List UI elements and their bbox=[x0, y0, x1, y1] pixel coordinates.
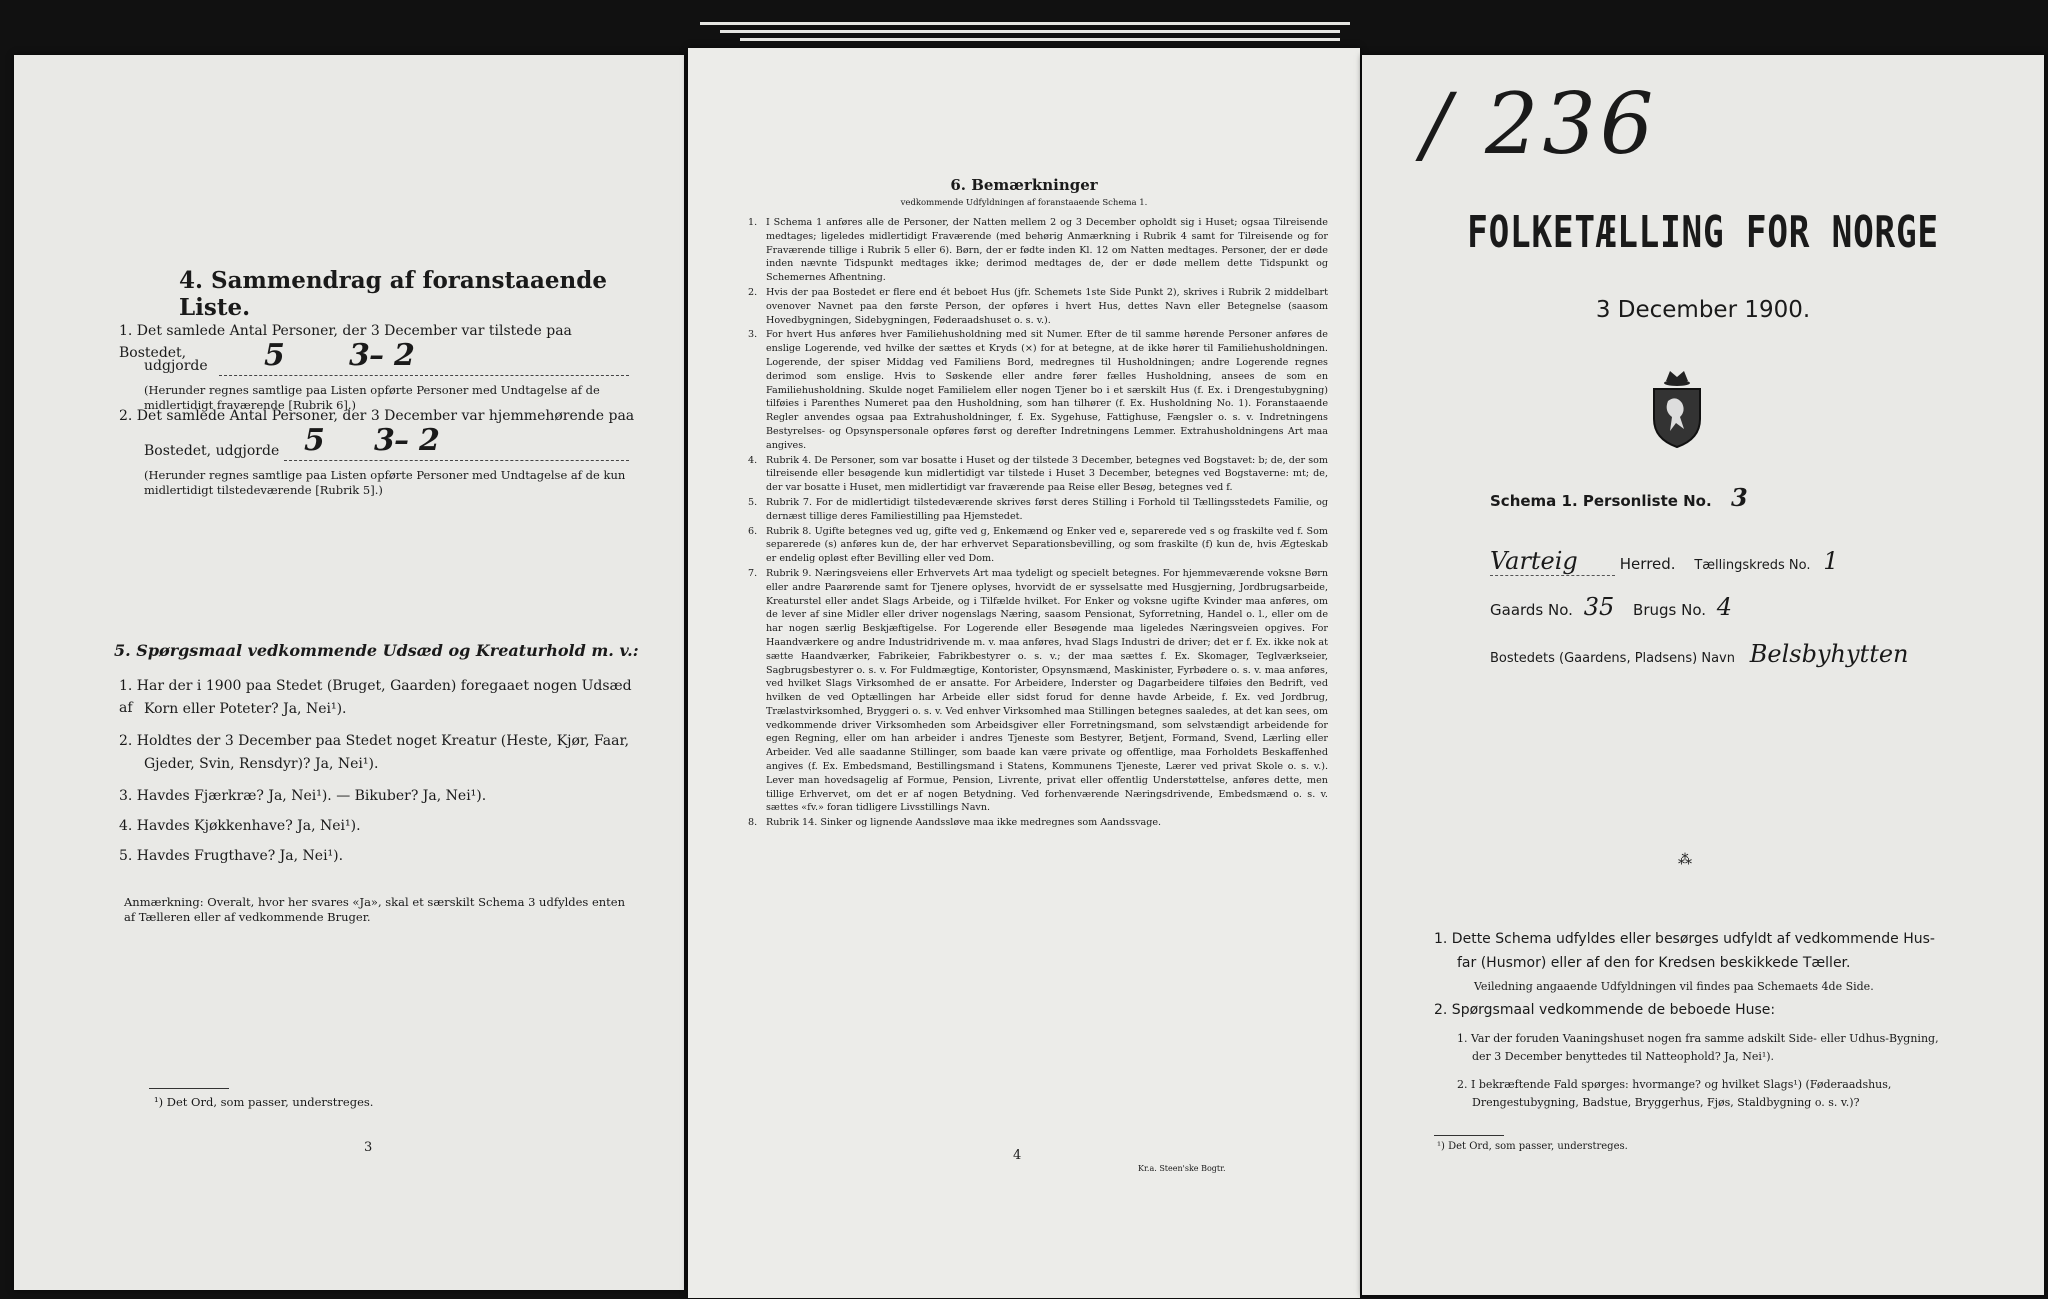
remarks-list bbox=[748, 216, 1328, 831]
right-page bbox=[1362, 55, 2044, 1295]
instruction-1a: 1. Dette Schema udfyldes eller besørges udfyldt af vedkommende Hus- bbox=[1434, 931, 1935, 947]
list-item: 6. Rubrik 8. Ugifte betegnes ved ug, gifte ved g, Enkemænd og Enker ved e, separerede ved s og fraskilte ved f. Som separerede (s) anføres kun de, der har erhvervet Separationsbevilling, og som fraskilte (f) kun de, hvis Ægteskab er endelig opløst efter Bevilling eller ved Dom. bbox=[748, 525, 1328, 565]
instruction-1c: Veiledning angaaende Udfyldningen vil findes paa Schemaets 4de Side. bbox=[1474, 980, 1874, 993]
remarks-subtitle: vedkommende Udfyldningen af foranstaaende Schema 1. bbox=[900, 198, 1148, 208]
census-date: 3 December 1900. bbox=[1595, 297, 1811, 323]
q1-note: (Herunder regnes samtlige paa Listen opførte Personer med Undtagelse af de midlertidigt fraværende [Rubrik 6].) bbox=[144, 383, 600, 412]
q5-line-7: 5. Havdes Frugthave? Ja, Nei¹). bbox=[119, 848, 344, 864]
schema-number: 3 bbox=[1730, 483, 1748, 512]
q1-prefix: udgjorde bbox=[144, 358, 208, 374]
section-5-title: 5. Spørgsmaal vedkommende Udsæd og Kreaturhold m. v.: bbox=[114, 641, 639, 660]
q2-dotted-line bbox=[284, 460, 629, 462]
paper-edge bbox=[740, 38, 1340, 41]
q1-line: 1. Det samlede Antal Personer, der 3 December var tilstede paa Bostedet, bbox=[119, 323, 572, 361]
q1-dotted-line bbox=[219, 375, 629, 377]
q2-line: 2. Det samlede Antal Personer, der 3 December var hjemmehørende paa bbox=[119, 408, 635, 424]
q2-prefix: Bostedet, udgjorde bbox=[144, 443, 280, 459]
coat-of-arms-icon bbox=[1648, 367, 1706, 449]
q5-line-4: Gjeder, Svin, Rensdyr)? Ja, Nei¹). bbox=[144, 756, 379, 772]
footnote-rule bbox=[1434, 1135, 1504, 1136]
q5-line-2: Korn eller Poteter? Ja, Nei¹). bbox=[144, 701, 347, 717]
q5-line-1: 1. Har der i 1900 paa Stedet (Bruget, Gaarden) foregaaet nogen Udsæd af bbox=[119, 678, 632, 716]
list-item: 7. Rubrik 9. Næringsveiens eller Erhvervets Art maa tydeligt og specielt betegnes. For hjemmeværende voksne Børn eller andre Paarørende samt for Tjenere oplyses, hvorvidt de er sysselsatte med Husgjerning, Jordbrugsarbeide, Kreaturstel eller andet Slags Arbeide, og i Tilfælde hvilket. For Enker og voksne ugifte Kvinder maa anføres, om de lever af sine Midler eller driver nogenslags Næring, saasom Pensionat, Syforretning, Handel o. l., eller om de har nogen særlig Beskjæftigelse. For Logerende eller Besøgende maa ligeledes Næringsveien opgives. For Haandværkere og andre Industridrivende m. v. maa anføres, hvad Slags Industri de driver; det er f. Ex. ikke nok at sætte Haandværker, Fabrikeier, Fabrikbestyrer o. s. v.; der maa sættes f. Ex. Skomager, Teglværkseier, Sagbrugsbestyrer o. s. v. For Fuldmægtige, Kontorister, Opsynsmænd, Maskinister, Fyrbødere o. s. v. maa anføres, ved hvilket Slags Virksomhed de er ansatte. For Arbeidere, Inderster og Dagarbeidere tilføies den Bedrift, ved hvilken de ved Optællingen har Arbeide eller sidst forud for denne havde Arbeide, f. Ex. ved Jordbrug, Trælastvirksomhed, Bryggeri o. s. v. Ved enhver Virksomhed maa Stillingen betegnes saaledes, at det kan sees, om vedkommende driver Virksomheden som Arbeidsgiver eller Forretningsmand, som selvstændigt arbeidende for egen Regning, eller om han arbeider i andres Tjeneste som Bestyrer, Betjent, Formand, Svend, Lærling eller Arbeider. Ved alle saadanne Stillinger, som baade kan være private og offentlige, maa Forholdets Beskaffenhed angives (f. Ex. Embedsmand, Bestillingsmand i Statens, Kommunens Tjeneste, Lærer ved privat Skole o. s. v.). Lever man hovedsagelig af Formue, Pension, Livrente, privat eller offentlig Understøttelse, anføres dette, men tillige Erhvervet, om det er af nogen Betydning. Ved forhenværende Næringsdrivende, Embedsmænd o. s. v. sættes «fv.» foran tidligere Livsstillings Navn. bbox=[748, 567, 1328, 814]
list-item: 5. Rubrik 7. For de midlertidigt tilstedeværende skrives først deres Stilling i Forhold til Tællingsstedets Familie, og dernæst tillige deres Familiestilling paa Hjemstedet. bbox=[748, 496, 1328, 522]
q5-line-3: 2. Holdtes der 3 December paa Stedet noget Kreatur (Heste, Kjør, Faar, bbox=[119, 733, 630, 749]
list-item: 2. Hvis der paa Bostedet er flere end ét beboet Hus (jfr. Schemets 1ste Side Punkt 2), skrives i Rubrik 2 middelbart ovenover Navnet paa den første Person, der opføres i hvert Hus, dettes Navn eller Betegnelse (saasom Hovedbygningen, Sidebygningen, Føderaadshuset o. s. v.). bbox=[748, 286, 1328, 326]
footnote: ¹) Det Ord, som passer, understreges. bbox=[154, 1095, 374, 1109]
herred-value: Varteig bbox=[1490, 547, 1615, 576]
q1-value-women: 2 bbox=[394, 338, 415, 373]
instruction-2-2b: Drengestubygning, Badstue, Bryggerhus, Fjøs, Staldbygning o. s. v.)? bbox=[1472, 1096, 1860, 1109]
q2-value-total: 5 bbox=[304, 423, 325, 458]
list-item: 3. For hvert Hus anføres hver Familiehusholdning med sit Numer. Efter de til samme hørende Personer anføres de enslige Logerende, ved hvilke der sættes et Kryds (×) for at betegne, at de ikke hører til Familiehusholdningen. Logerende, der spiser Middag ved Familiens Bord, medregnes til Husholdningen; andre Logerende regnes derimod som enslige. Hvis to Søskende eller andre fører fælles Husholdning, ansees de som en Familiehusholdning. Skulde noget Familielem eller nogen Tjener bo i et særskilt Hus (f. Ex. i Drengestubygning) tilføies i Parenthes Numeret paa den Husholdning, som han tilhører (f. Ex. Husholdning No. 1). Foranstaaende Regler anvendes ogsaa paa Extrahusholdninger, f. Ex. Sygehuse, Fattighuse, Fængsler o. s. v. Indretningens Bestyrelses- og Opsynspersonale opføres først og derefter Indretningens Lemmer. Extrahusholdningens Art maa angives. bbox=[748, 329, 1328, 451]
q2-note: (Herunder regnes samtlige paa Listen opførte Personer med Undtagelse af de kun midlertidigt tilstedeværende [Rubrik 5].) bbox=[144, 468, 626, 497]
middle-page bbox=[688, 48, 1360, 1298]
list-item: 1. I Schema 1 anføres alle de Personer, der Natten mellem 2 og 3 December opholdt sig i Huset; ogsaa Tilreisende medtages; ligeledes midlertidigt Fraværende (med behørig Anmærkning i Rubrik 4 samt for Tilreisende og for Fraværende tillige i Rubrik 5 eller 6). Børn, der er fødte inden Kl. 12 om Natten medtages. Personer, der er døde inden nævnte Tidspunkt medtages ikke; derimod medtages de, der er døde mellem dette Tidspunkt og Schemernes Afhentning. bbox=[748, 217, 1328, 284]
page-number-middle: 4 bbox=[1013, 1148, 1022, 1163]
handwritten-number: / 236 bbox=[1422, 75, 1658, 173]
section-4-title: 4. Sammendrag af foranstaaende Liste. bbox=[179, 267, 607, 321]
page-title: FOLKETÆLLING FOR NORGE bbox=[1467, 207, 1939, 258]
footnote-rule bbox=[149, 1088, 229, 1089]
q5-line-5: 3. Havdes Fjærkræ? Ja, Nei¹). — Bikuber? Ja, Nei¹). bbox=[119, 788, 487, 804]
paper-edge bbox=[720, 30, 1340, 33]
q2-value-dash: – bbox=[394, 423, 409, 458]
q1-value-total: 5 bbox=[264, 338, 285, 373]
brugs-number: 4 bbox=[1716, 593, 1733, 621]
instruction-2-1b: der 3 December benyttedes til Natteophold? Ja, Nei¹). bbox=[1472, 1050, 1775, 1063]
footnote: ¹) Det Ord, som passer, understreges. bbox=[1437, 1141, 1628, 1152]
bosted-line: Bostedets (Gaardens, Pladsens) Navn Belsbyhytten bbox=[1490, 640, 1909, 668]
herred-line: Varteig Herred. Tællingskreds No. 1 bbox=[1490, 547, 1839, 575]
instruction-2-1a: 1. Var der foruden Vaaningshuset nogen fra samme adskilt Side- eller Udhus-Bygning, bbox=[1457, 1032, 1939, 1045]
q1-value-dash: – bbox=[369, 338, 384, 373]
gaards-number: 35 bbox=[1583, 593, 1615, 621]
annotation-note: Anmærkning: Overalt, hvor her svares «Ja», skal et særskilt Schema 3 udfyldes enten af Tælleren eller af vedkommende Bruger. bbox=[124, 895, 626, 924]
ornament: ⁂ bbox=[1678, 852, 1692, 868]
q5-line-6: 4. Havdes Kjøkkenhave? Ja, Nei¹). bbox=[119, 818, 361, 834]
q2-value-women: 2 bbox=[419, 423, 440, 458]
list-item: 8. Rubrik 14. Sinker og lignende Aandssløve maa ikke medregnes som Aandssvage. bbox=[748, 817, 1162, 829]
q2-value-men: 3 bbox=[374, 423, 395, 458]
schema-label: Schema 1. Personliste No. 3 bbox=[1490, 483, 1748, 512]
bosted-value: Belsbyhytten bbox=[1749, 640, 1909, 668]
q1-value-men: 3 bbox=[349, 338, 370, 373]
gaards-line: Gaards No. 35 Brugs No. 4 bbox=[1490, 593, 1733, 621]
left-page bbox=[14, 55, 684, 1290]
printer-mark: Kr.a. Steen'ske Bogtr. bbox=[1138, 1164, 1226, 1173]
paper-edge bbox=[700, 22, 1350, 25]
instruction-2-2a: 2. I bekræftende Fald spørges: hvormange? og hvilket Slags¹) (Føderaadshus, bbox=[1457, 1078, 1892, 1091]
krets-number: 1 bbox=[1823, 547, 1839, 575]
remarks-title: 6. Bemærkninger bbox=[950, 176, 1098, 194]
page-number-left: 3 bbox=[364, 1140, 373, 1155]
instruction-1b: far (Husmor) eller af den for Kredsen beskikkede Tæller. bbox=[1457, 955, 1851, 971]
list-item: 4. Rubrik 4. De Personer, som var bosatte i Huset og der tilstede 3 December, betegnes ved Bogstavet: b; de, der som tilreisende eller besøgende kun midlertidigt var tilstede i Huset 3 December, betegnes ved Bogstaverne: mt; de, der var bosatte i Huset, men midlertidigt var fraværende paa Reise eller Besøg, betegnes ved f. bbox=[748, 454, 1328, 494]
instruction-2: 2. Spørgsmaal vedkommende de beboede Huse: bbox=[1434, 1002, 1776, 1018]
